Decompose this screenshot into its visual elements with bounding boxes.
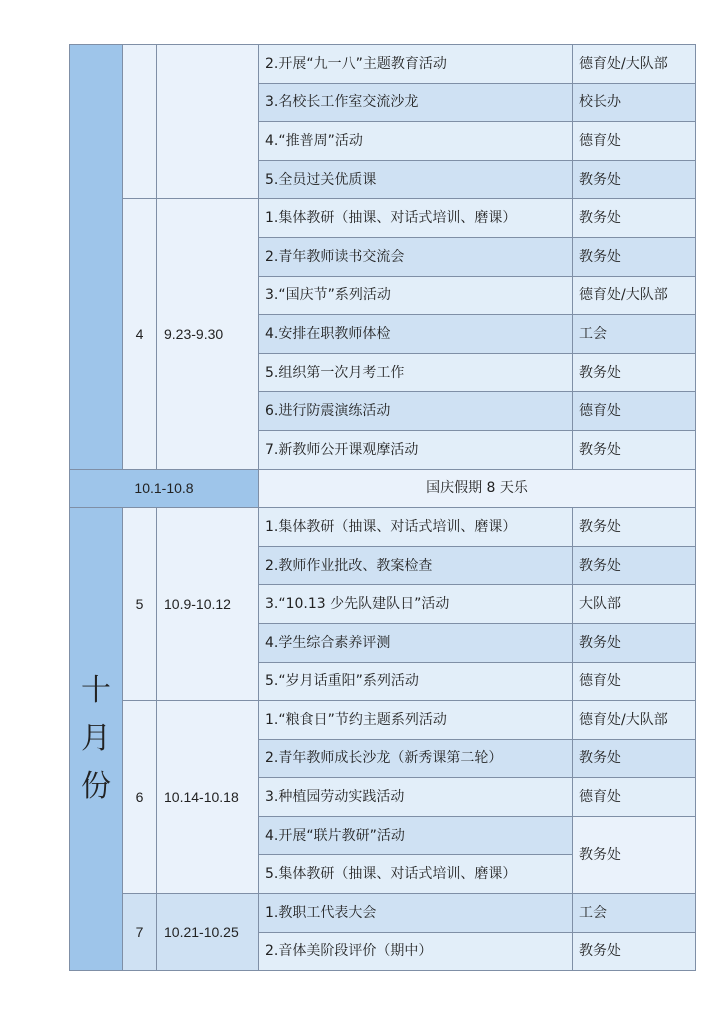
- dept-cell: 大队部: [573, 585, 696, 624]
- week-dates: 10.21-10.25: [157, 894, 259, 971]
- activity-cell: 2.青年教师读书交流会: [259, 237, 573, 276]
- table-row: [70, 701, 696, 740]
- activity-cell: 3.“10.13 少先队建队日”活动: [259, 585, 573, 624]
- week-dates: 10.14-10.18: [157, 701, 259, 894]
- week-number: 5: [123, 508, 157, 701]
- dept-cell: 教务处: [573, 353, 696, 392]
- activity-cell: 6.进行防震演练活动: [259, 392, 573, 431]
- activity-cell: 7.新教师公开课观摩活动: [259, 430, 573, 469]
- dept-cell: 德育处: [573, 778, 696, 817]
- dept-cell: 教务处: [573, 816, 696, 893]
- dept-cell: 校长办: [573, 83, 696, 122]
- table-row: [70, 45, 696, 84]
- dept-cell: 工会: [573, 315, 696, 354]
- activity-cell: 5.集体教研（抽课、对话式培训、磨课）: [259, 855, 573, 894]
- activity-cell: 1.教职工代表大会: [259, 894, 573, 933]
- week-dates: 10.9-10.12: [157, 508, 259, 701]
- week-number: 7: [123, 894, 157, 971]
- dept-cell: 德育处/大队部: [573, 276, 696, 315]
- table-row: [70, 894, 696, 933]
- activity-cell: 2.青年教师成长沙龙（新秀课第二轮）: [259, 739, 573, 778]
- schedule-table: [69, 44, 696, 971]
- dept-cell: 教务处: [573, 739, 696, 778]
- month-cell-september: [70, 45, 123, 470]
- activity-cell: 1.集体教研（抽课、对话式培训、磨课）: [259, 199, 573, 238]
- activity-cell: 5.“岁月话重阳”系列活动: [259, 662, 573, 701]
- dept-cell: 教务处: [573, 237, 696, 276]
- activity-cell: 4.学生综合素养评测: [259, 623, 573, 662]
- holiday-dates: 10.1-10.8: [70, 469, 259, 508]
- holiday-text: 国庆假期 8 天乐: [259, 469, 696, 508]
- activity-cell: 4.开展“联片教研”活动: [259, 816, 573, 855]
- date-cell: [157, 45, 259, 199]
- dept-cell: 德育处: [573, 662, 696, 701]
- activity-cell: 3.种植园劳动实践活动: [259, 778, 573, 817]
- dept-cell: 教务处: [573, 623, 696, 662]
- dept-cell: 教务处: [573, 508, 696, 547]
- dept-cell: 教务处: [573, 430, 696, 469]
- dept-cell: 教务处: [573, 199, 696, 238]
- activity-cell: 4.安排在职教师体检: [259, 315, 573, 354]
- dept-cell: 工会: [573, 894, 696, 933]
- activity-cell: 3.名校长工作室交流沙龙: [259, 83, 573, 122]
- month-char: 月: [81, 721, 111, 757]
- week-number: 4: [123, 199, 157, 469]
- dept-cell: 教务处: [573, 546, 696, 585]
- week-cell: [123, 45, 157, 199]
- dept-cell: 教务处: [573, 160, 696, 199]
- table-row: [70, 199, 696, 238]
- holiday-row: [70, 469, 696, 508]
- table-row: [70, 508, 696, 547]
- dept-cell: 教务处: [573, 932, 696, 971]
- dept-cell: 德育处: [573, 392, 696, 431]
- month-char: 十: [81, 673, 111, 709]
- activity-cell: 4.“推普周”活动: [259, 122, 573, 161]
- activity-cell: 5.组织第一次月考工作: [259, 353, 573, 392]
- activity-cell: 2.开展“九一八”主题教育活动: [259, 45, 573, 84]
- dept-cell: 德育处: [573, 122, 696, 161]
- week-dates: 9.23-9.30: [157, 199, 259, 469]
- dept-cell: 德育处/大队部: [573, 701, 696, 740]
- dept-cell: 德育处/大队部: [573, 45, 696, 84]
- month-cell-october: [70, 508, 123, 971]
- activity-cell: 2.教师作业批改、教案检查: [259, 546, 573, 585]
- week-number: 6: [123, 701, 157, 894]
- activity-cell: 3.“国庆节”系列活动: [259, 276, 573, 315]
- activity-cell: 1.“粮食日”节约主题系列活动: [259, 701, 573, 740]
- month-char: 份: [81, 769, 111, 805]
- activity-cell: 5.全员过关优质课: [259, 160, 573, 199]
- activity-cell: 2.音体美阶段评价（期中）: [259, 932, 573, 971]
- activity-cell: 1.集体教研（抽课、对话式培训、磨课）: [259, 508, 573, 547]
